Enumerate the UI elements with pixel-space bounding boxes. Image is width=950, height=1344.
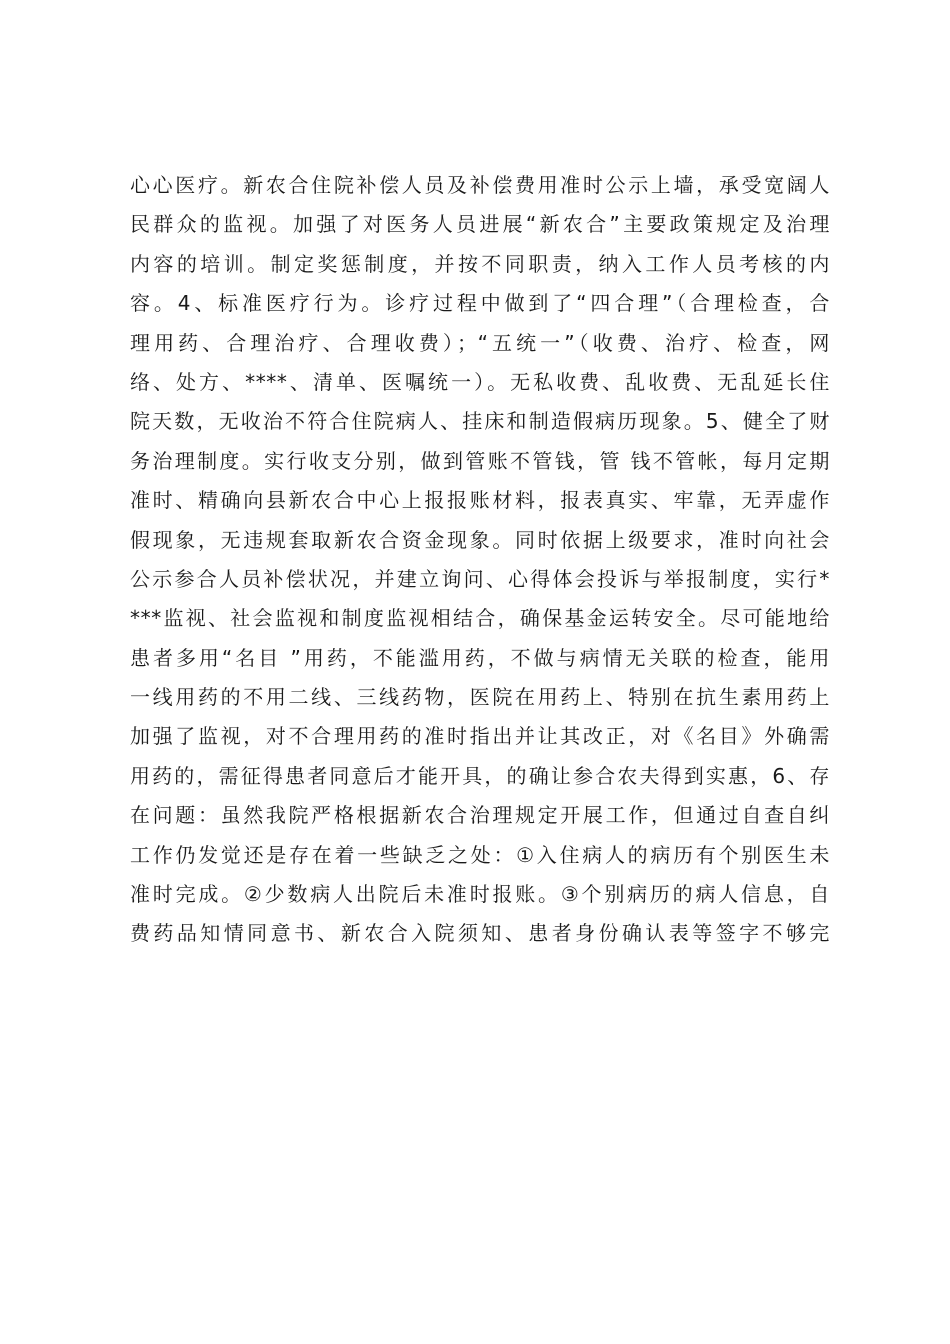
text-line: 院天数，无收治不符合住院病人、挂床和制造假病历现象。5、健全了财 <box>130 409 830 434</box>
document-body <box>130 166 830 954</box>
text-line: 公示参合人员补偿状况，并建立询问、心得体会投诉与举报制度，实行* <box>130 566 830 591</box>
text-line: 理用药、合理治疗、合理收费）；“五统一”（收费、治疗、检查，网 <box>130 330 830 355</box>
text-line: 假现象，无违规套取新农合资金现象。同时依据上级要求，准时向社会 <box>130 527 830 552</box>
text-line: 一线用药的不用二线、三线药物，医院在用药上、特别在抗生素用药上 <box>130 685 830 710</box>
text-line: 加强了监视，对不合理用药的准时指出并让其改正，对《名目》外确需 <box>130 724 830 749</box>
text-line: 在问题：虽然我院严格根据新农合治理规定开展工作，但通过自查自纠 <box>130 803 830 828</box>
text-line: 容。4、标准医疗行为。诊疗过程中做到了“四合理”（合理检查，合 <box>130 291 830 316</box>
text-line: 用药的，需征得患者同意后才能开具，的确让参合农夫得到实惠，6、存 <box>130 763 830 788</box>
text-line: 费药品知情同意书、新农合入院须知、患者身份确认表等签字不够完 <box>130 921 830 946</box>
text-line: ***监视、社会监视和制度监视相结合，确保基金运转安全。尽可能地给 <box>130 606 830 631</box>
text-line: 工作仍发觉还是存在着一些缺乏之处：①入住病人的病历有个别医生未 <box>130 842 830 867</box>
text-line: 务治理制度。实行收支分别，做到管账不管钱，管 钱不管帐，每月定期 <box>130 448 830 473</box>
text-line: 准时完成。②少数病人出院后未准时报账。③个别病历的病人信息，自 <box>130 882 830 907</box>
text-line: 民群众的监视。加强了对医务人员进展“新农合”主要政策规定及治理 <box>130 212 830 237</box>
text-line: 内容的培训。制定奖惩制度，并按不同职责，纳入工作人员考核的内 <box>130 251 830 276</box>
text-line: 络、处方、****、清单、医嘱统一）。无私收费、乱收费、无乱延长住 <box>130 369 830 394</box>
text-line: 患者多用“名目 ”用药，不能滥用药，不做与病情无关联的检查，能用 <box>130 645 830 670</box>
text-line: 心心医疗。新农合住院补偿人员及补偿费用准时公示上墙，承受宽阔人 <box>130 173 830 197</box>
text-line: 准时、精确向县新农合中心上报报账材料，报表真实、牢靠，无弄虚作 <box>130 488 830 513</box>
